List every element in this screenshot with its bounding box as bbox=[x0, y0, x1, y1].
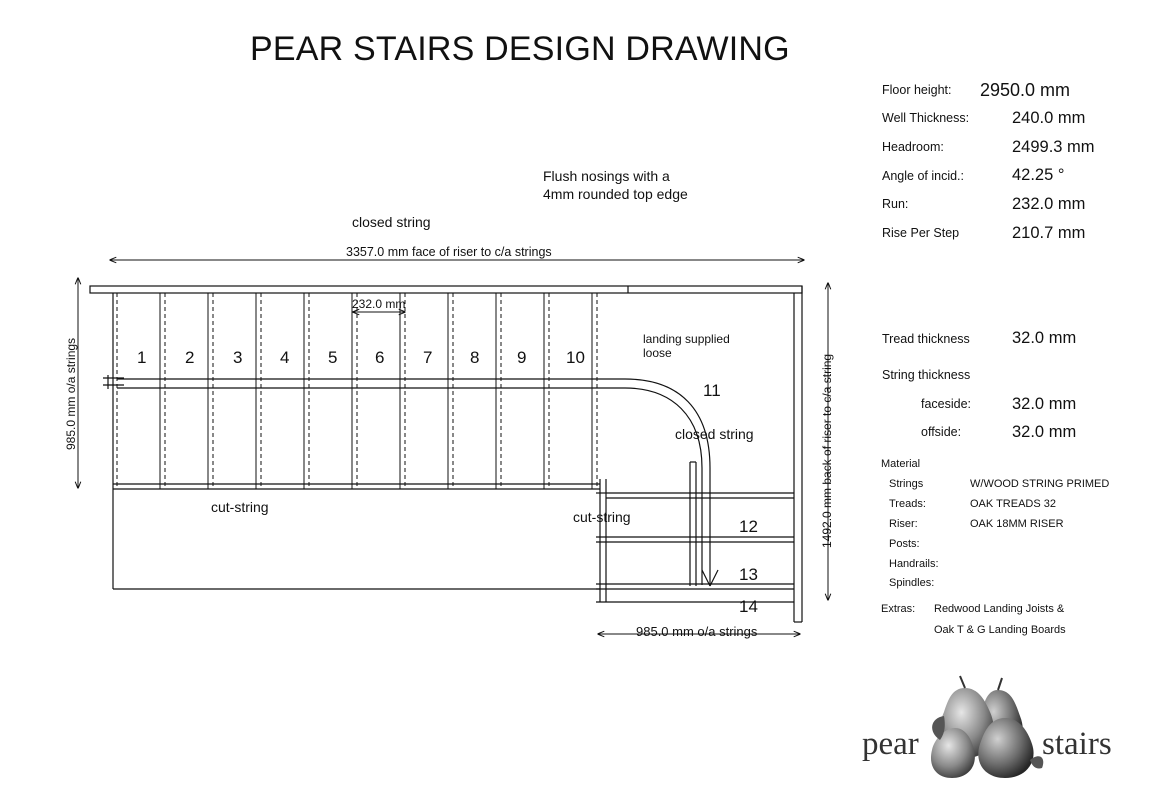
closed-string-top-label: closed string bbox=[352, 214, 431, 230]
spec-value-angle: 42.25 ° bbox=[1012, 166, 1065, 184]
dim-bottom-label: 985.0 mm o/a strings bbox=[636, 624, 758, 639]
spec-label-headroom: Headroom: bbox=[882, 140, 944, 154]
material-label-strings: Strings bbox=[889, 478, 924, 490]
spec-label-string-thickness: String thickness bbox=[882, 368, 971, 382]
nosing-note-line2: 4mm rounded top edge bbox=[543, 186, 688, 202]
material-label-treads: Treads: bbox=[889, 498, 926, 510]
material-value-treads: OAK TREADS 32 bbox=[970, 498, 1056, 510]
top-closed-string bbox=[90, 286, 802, 293]
material-label-posts: Posts: bbox=[889, 538, 920, 550]
spec-label-faceside: faceside: bbox=[921, 397, 972, 411]
step-number: 5 bbox=[328, 348, 338, 367]
page-title: PEAR STAIRS DESIGN DRAWING bbox=[250, 30, 790, 68]
cut-string-left-label: cut-string bbox=[211, 499, 269, 515]
material-value-riser: OAK 18MM RISER bbox=[970, 518, 1064, 530]
material-label-riser: Riser: bbox=[889, 518, 918, 530]
dim-top-label: 3357.0 mm face of riser to c/a strings bbox=[346, 245, 552, 259]
step-number: 4 bbox=[280, 348, 290, 367]
spec-value-floor-height: 2950.0 mm bbox=[980, 80, 1071, 100]
closed-string-right-label: closed string bbox=[675, 426, 754, 442]
step-number: 10 bbox=[566, 348, 585, 367]
spec-label-run: Run: bbox=[882, 197, 909, 211]
material-label-handrails: Handrails: bbox=[889, 558, 939, 570]
cut-string-right-label: cut-string bbox=[573, 509, 631, 525]
dim-run-label: 232.0 mm bbox=[352, 297, 406, 311]
spec-value-faceside: 32.0 mm bbox=[1012, 395, 1077, 413]
spec-label-floor-height: Floor height: bbox=[882, 83, 952, 97]
material-heading: Material bbox=[881, 458, 921, 470]
extras-label: Extras: bbox=[881, 603, 916, 615]
spec-value-headroom: 2499.3 mm bbox=[1012, 138, 1095, 156]
step-number: 13 bbox=[739, 565, 758, 584]
material-label-spindles: Spindles: bbox=[889, 577, 935, 589]
curved-closed-string bbox=[625, 379, 710, 585]
dim-right-label: 1492.0 mm back of riser to c/a string bbox=[820, 353, 834, 548]
dim-left-label: 985.0 mm o/a strings bbox=[64, 337, 78, 450]
landing-note-line1: landing supplied bbox=[643, 332, 730, 346]
step-number: 11 bbox=[703, 381, 721, 400]
step-number: 12 bbox=[739, 517, 758, 536]
logo-word-pear: pear bbox=[862, 726, 919, 762]
spec-label-offside: offside: bbox=[921, 425, 962, 439]
landing-note-line2: loose bbox=[643, 346, 672, 360]
step-number: 3 bbox=[233, 348, 243, 367]
pear-logo-icon bbox=[931, 676, 1043, 778]
spec-value-offside: 32.0 mm bbox=[1012, 423, 1077, 441]
logo-word-stairs: stairs bbox=[1042, 726, 1112, 762]
spec-value-run: 232.0 mm bbox=[1012, 195, 1086, 213]
spec-label-well-thickness: Well Thickness: bbox=[882, 111, 970, 125]
step-number: 2 bbox=[185, 348, 195, 367]
extras-line2: Oak T & G Landing Boards bbox=[934, 624, 1066, 636]
spec-value-well-thickness: 240.0 mm bbox=[1012, 109, 1086, 127]
extras-line1: Redwood Landing Joists & bbox=[934, 603, 1065, 615]
material-value-strings: W/WOOD STRING PRIMED bbox=[970, 478, 1110, 490]
spec-label-angle: Angle of incid.: bbox=[882, 169, 964, 183]
riser-lines bbox=[117, 293, 597, 489]
step-number: 6 bbox=[375, 348, 385, 367]
step-number: 7 bbox=[423, 348, 433, 367]
step-number: 8 bbox=[470, 348, 480, 367]
step-number: 14 bbox=[739, 597, 758, 616]
step-number: 1 bbox=[137, 348, 147, 367]
step-number: 9 bbox=[517, 348, 527, 367]
nosing-note-line1: Flush nosings with a bbox=[543, 168, 670, 184]
spec-value-tread-thickness: 32.0 mm bbox=[1012, 329, 1077, 347]
spec-label-rise: Rise Per Step bbox=[882, 226, 960, 240]
spec-value-rise: 210.7 mm bbox=[1012, 224, 1086, 242]
spec-label-tread-thickness: Tread thickness bbox=[882, 332, 970, 346]
